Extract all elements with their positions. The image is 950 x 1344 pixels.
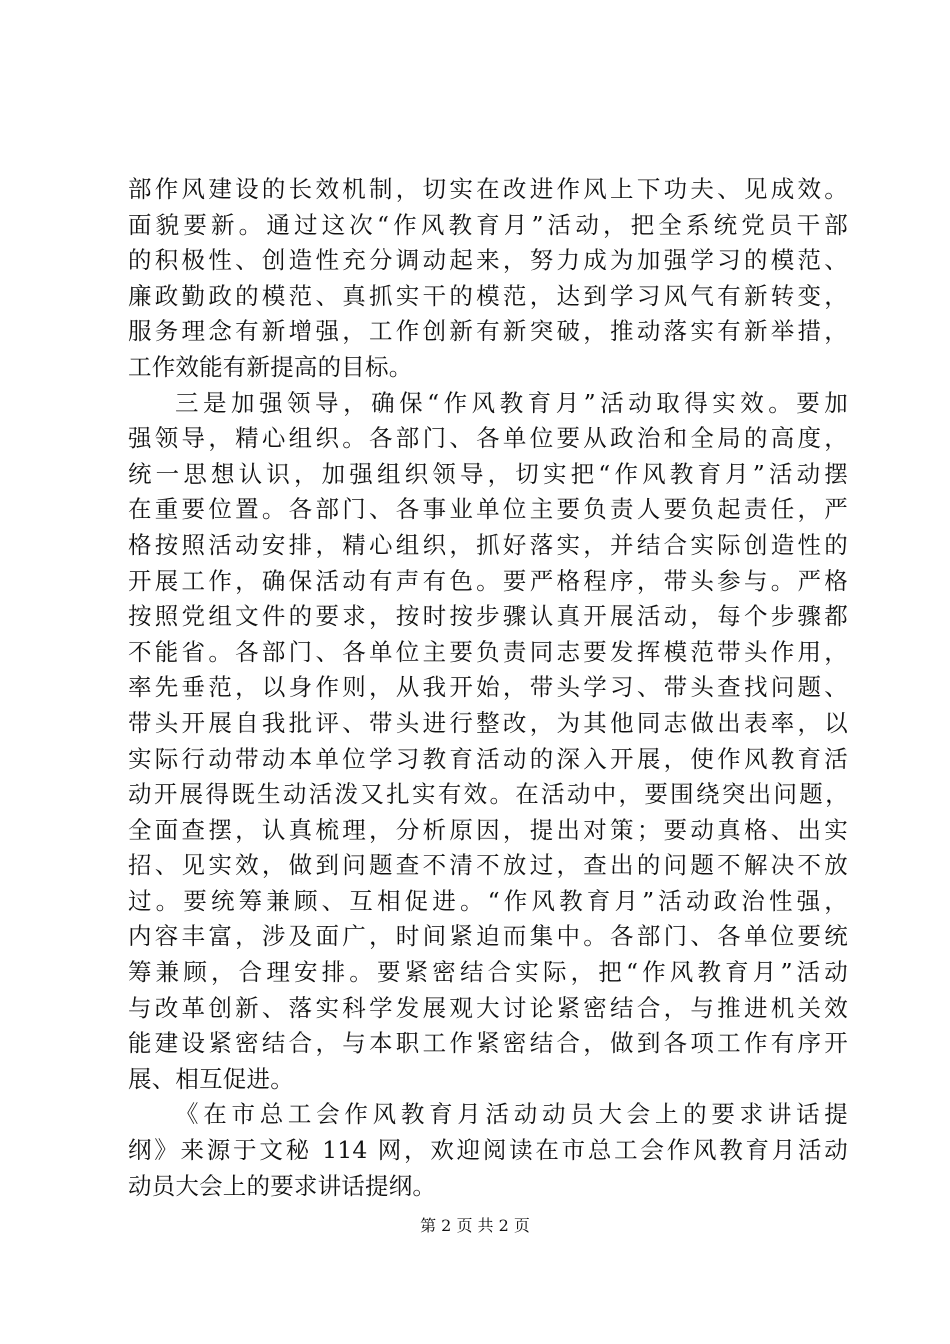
text-line: 与改革创新、落实科学发展观大讨论紧密结合，与推进机关效 — [128, 993, 848, 1022]
text-line: 部作风建设的长效机制，切实在改进作风上下功夫、见成效。 — [128, 175, 848, 203]
text-line: 率先垂范，以身作则，从我开始，带头学习、带头查找问题、 — [128, 673, 848, 702]
text-line: 廉政勤政的模范、真抓实干的模范，达到学习风气有新转变， — [128, 281, 848, 310]
text-line: 实际行动带动本单位学习教育活动的深入开展，使作风教育活 — [128, 744, 848, 773]
text-line: 的积极性、创造性充分调动起来，努力成为加强学习的模范、 — [128, 246, 848, 275]
text-line: 按照党组文件的要求，按时按步骤认真开展活动，每个步骤都 — [128, 602, 848, 631]
text-line: 开展工作，确保活动有声有色。要严格程序，带头参与。严格 — [128, 566, 848, 595]
text-line: 在重要位置。各部门、各事业单位主要负责人要负起责任，严 — [128, 495, 848, 524]
page-number-footer: 第 2 页 共 2 页 — [420, 1216, 530, 1235]
text-line: 服务理念有新增强，工作创新有新突破，推动落实有新举措， — [128, 317, 848, 346]
text-line: 内容丰富，涉及面广，时间紧迫而集中。各部门、各单位要统 — [128, 922, 848, 951]
paragraph-start-line: 《在市总工会作风教育月活动动员大会上的要求讲话提 — [175, 1100, 848, 1129]
text-line: 招、见实效，做到问题查不清不放过，查出的问题不解决不放 — [128, 851, 848, 880]
text-line: 强领导，精心组织。各部门、各单位要从政治和全局的高度， — [128, 424, 848, 453]
document-body — [128, 172, 848, 1204]
text-line: 面貌要新。通过这次“作风教育月”活动，把全系统党员干部 — [128, 210, 848, 239]
text-line: 不能省。各部门、各单位主要负责同志要发挥模范带头作用， — [128, 637, 848, 666]
text-line: 带头开展自我批评、带头进行整改，为其他同志做出表率，以 — [128, 708, 848, 737]
text-line: 筹兼顾，合理安排。要紧密结合实际，把“作风教育月”活动 — [128, 958, 848, 987]
text-line: 工作效能有新提高的目标。 — [128, 352, 413, 381]
text-line: 格按照活动安排，精心组织，抓好落实，并结合实际创造性的 — [128, 530, 848, 559]
paragraph-start-line: 三是加强领导，确保“作风教育月”活动取得实效。要加 — [175, 388, 848, 417]
text-line: 过。要统筹兼顾、互相促进。“作风教育月”活动政治性强， — [128, 886, 848, 915]
text-line: 展、相互促进。 — [128, 1064, 294, 1093]
text-line: 动员大会上的要求讲话提纲。 — [128, 1171, 437, 1200]
text-line: 全面查摆，认真梳理，分析原因，提出对策；要动真格、出实 — [128, 815, 848, 844]
text-line: 统一思想认识，加强组织领导，切实把“作风教育月”活动摆 — [128, 459, 848, 488]
text-line: 动开展得既生动活泼又扎实有效。在活动中，要围绕突出问题， — [128, 780, 848, 809]
text-line: 能建设紧密结合，与本职工作紧密结合，做到各项工作有序开 — [128, 1029, 848, 1058]
text-line: 纲》来源于文秘 114 网，欢迎阅读在市总工会作风教育月活动 — [128, 1136, 848, 1165]
